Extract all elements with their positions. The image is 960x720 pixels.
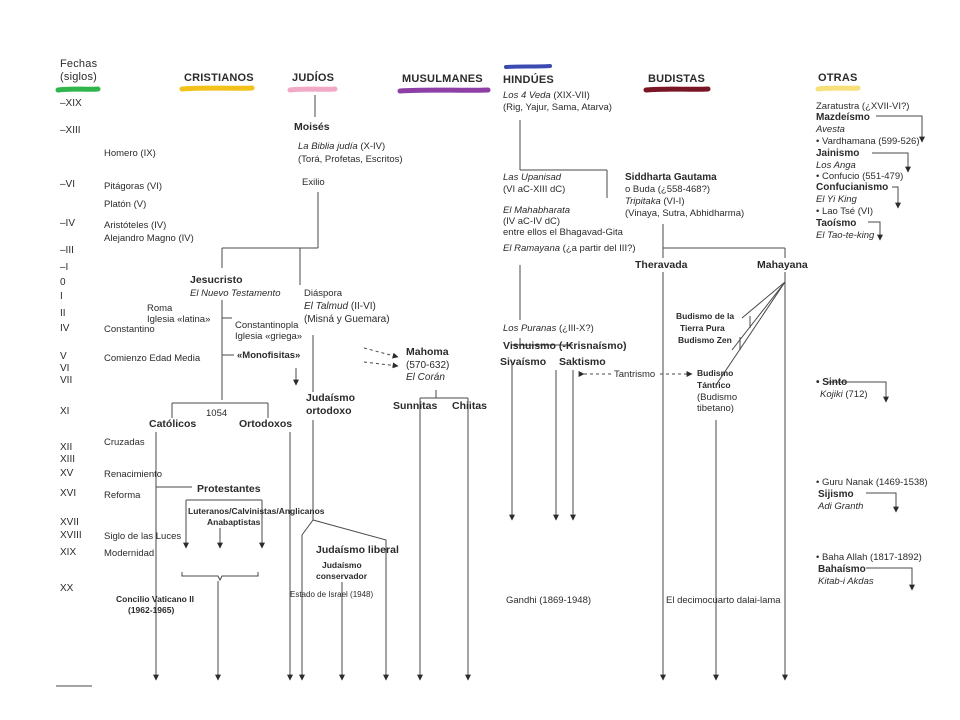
node-jesucristo: Jesucristo <box>190 274 243 286</box>
node-gandhi: Gandhi (1869-1948) <box>506 595 592 606</box>
node-mazdeismo: Mazdeísmo <box>816 112 870 123</box>
node-exilio: Exilio <box>302 177 325 188</box>
node-tao-te-king: El Tao-te-king <box>816 230 875 241</box>
node-liberal: Judaísmo liberal <box>316 544 399 556</box>
node-sijismo: Sijismo <box>818 489 854 500</box>
node-siddharta: Siddharta Gautama <box>625 172 717 183</box>
node-kitab: Kitab-i Akdas <box>818 576 874 587</box>
date-label: XX <box>60 583 74 594</box>
node-confucio: • Confucio (551-479) <box>816 171 904 182</box>
date-label: –XIX <box>60 98 82 109</box>
node-conservador-2: conservador <box>316 571 368 581</box>
date-label: XVI <box>60 488 77 499</box>
ref-constantino: Constantino <box>104 324 155 335</box>
node-tantrico-1: Budismo <box>697 368 734 378</box>
ref-cruzadas: Cruzadas <box>104 437 145 448</box>
date-label: XIII <box>60 454 76 465</box>
header-cristianos: CRISTIANOS <box>184 72 254 84</box>
node-tripitaka-partes: (Vinaya, Sutra, Abhidharma) <box>625 208 745 219</box>
node-vardhamana: • Vardhamana (599-526) <box>816 136 920 147</box>
node-baha-allah: • Baha Allah (1817-1892) <box>816 552 922 563</box>
date-label: VII <box>60 375 73 386</box>
node-upanisad-fecha: (VI aC-XIII dC) <box>503 184 566 195</box>
date-label: VI <box>60 363 70 374</box>
node-moises: Moisés <box>294 121 330 133</box>
ref-alejandro: Alejandro Magno (IV) <box>104 233 194 244</box>
node-conservador-1: Judaísmo <box>322 560 362 570</box>
date-label: II <box>60 308 66 319</box>
ref-platon: Platón (V) <box>104 199 147 210</box>
node-guru-nanak: • Guru Nanak (1469-1538) <box>816 477 928 488</box>
talmud-title: El Talmud <box>304 301 349 312</box>
veda-title: Los 4 Veda <box>503 90 551 101</box>
node-protestantes: Protestantes <box>197 483 261 495</box>
node-zen: Budismo Zen <box>678 335 732 345</box>
node-diaspora: Diáspora <box>304 288 343 299</box>
node-tripitaka <box>625 196 684 207</box>
node-theravada: Theravada <box>635 259 688 271</box>
node-catolicos: Católicos <box>149 418 197 430</box>
node-concilio-fecha: (1962-1965) <box>128 605 175 615</box>
node-veda-partes: (Rig, Yajur, Sama, Atarva) <box>503 102 612 113</box>
veda-date: (XIX-VII) <box>550 90 590 101</box>
node-misna: (Misná y Guemara) <box>304 314 390 325</box>
node-bhagavad: entre ellos el Bhagavad-Gita <box>503 227 623 238</box>
node-talmud <box>304 301 376 312</box>
date-label: I <box>60 291 63 302</box>
ref-edad-media: Comienzo Edad Media <box>104 353 201 364</box>
biblia-date: (X-IV) <box>357 141 386 152</box>
date-label: XII <box>60 442 73 453</box>
node-1054: 1054 <box>206 408 228 419</box>
node-adi-granth: Adi Granth <box>818 501 864 512</box>
node-anabaptistas: Anabaptistas <box>207 517 261 527</box>
node-concilio: Concilio Vaticano II <box>116 594 194 604</box>
node-taoismo: Taoísmo <box>816 218 857 229</box>
puranas-date: (¿III-X?) <box>556 323 594 334</box>
node-mahayana: Mahayana <box>757 259 808 271</box>
node-iglesia-griega: Iglesia «griega» <box>235 331 303 342</box>
node-anga: Los Anga <box>816 160 856 171</box>
node-kojiki <box>820 389 868 400</box>
date-label: XVIII <box>60 530 82 541</box>
node-zaratustra: Zaratustra (¿XVII-VI?) <box>816 101 910 112</box>
node-tantrismo: Tantrismo <box>614 369 656 380</box>
node-luteranos: Luteranos/Calvinistas/Anglicanos <box>188 506 325 516</box>
date-label: XIX <box>60 547 77 558</box>
node-mahoma: Mahoma <box>406 346 449 358</box>
node-ortodoxo-1: Judaísmo <box>306 392 356 404</box>
ref-renacimiento: Renacimiento <box>104 469 163 480</box>
date-label: XV <box>60 468 74 479</box>
node-tierra-pura-2: Tierra Pura <box>680 323 725 333</box>
puranas-title: Los Puranas <box>503 323 557 334</box>
tripitaka-title: Tripitaka <box>625 196 661 207</box>
date-label: IV <box>60 323 70 334</box>
node-biblia <box>298 141 385 152</box>
node-visnuismo: Visnuismo (-Krisnaísmo) <box>503 340 627 352</box>
header-hindues: HINDÚES <box>503 74 554 86</box>
ref-pitagoras: Pitágoras (VI) <box>104 181 163 192</box>
node-sunnitas: Sunnitas <box>393 400 438 412</box>
node-sinto: • Sinto <box>816 377 848 388</box>
node-jainismo: Jainismo <box>816 148 860 159</box>
ref-homero: Homero (IX) <box>104 148 156 159</box>
header-budistas: BUDISTAS <box>648 73 706 85</box>
node-constantinopla: Constantinopla <box>235 320 299 331</box>
biblia-title: La Biblia judía <box>298 141 358 152</box>
date-label: XI <box>60 406 70 417</box>
node-confucianismo: Confucianismo <box>816 182 889 193</box>
date-label: –VI <box>60 179 76 190</box>
node-roma: Roma <box>147 303 173 314</box>
node-tora: (Torá, Profetas, Escritos) <box>298 154 403 165</box>
node-buda: o Buda (¿558-468?) <box>625 184 711 195</box>
node-avesta: Avesta <box>816 124 845 135</box>
kojiki-date: (712) <box>842 389 868 400</box>
node-tibetano-2: tibetano) <box>697 403 734 414</box>
node-monofisitas: «Monofisitas» <box>237 350 301 361</box>
date-label: V <box>60 351 67 362</box>
ramayana-date: (¿a partir del III?) <box>560 243 636 254</box>
node-dalai-lama: El decimocuarto dalai-lama <box>666 595 781 606</box>
header-musulmanes: MUSULMANES <box>402 73 483 85</box>
ref-modernidad: Modernidad <box>104 548 155 559</box>
header-fechas: Fechas (siglos) <box>60 58 98 83</box>
node-upanisad: Las Upanisad <box>503 172 562 183</box>
node-nuevo-testamento: El Nuevo Testamento <box>190 288 281 299</box>
node-ortodoxo-2: ortodoxo <box>306 405 352 417</box>
node-mahabharata-fecha: (IV aC-IV dC) <box>503 216 561 227</box>
node-coran: El Corán <box>406 372 445 383</box>
header-judios: JUDÍOS <box>292 72 335 84</box>
node-yi-king: El Yi King <box>816 194 857 205</box>
ref-reforma: Reforma <box>104 490 141 501</box>
node-ortodoxos: Ortodoxos <box>239 418 293 430</box>
node-mahabharata: El Mahabharata <box>503 205 571 216</box>
date-label: 0 <box>60 277 66 288</box>
node-puranas <box>503 323 594 334</box>
node-tibetano-1: (Budismo <box>697 392 738 403</box>
node-israel: Estado de Israel (1948) <box>290 590 374 599</box>
date-label: –I <box>60 262 69 273</box>
node-mahoma-fecha: (570-632) <box>406 360 450 371</box>
ramayana-title: El Ramayana <box>503 243 561 254</box>
node-saktismo: Saktismo <box>559 356 606 368</box>
node-ramayana <box>503 243 636 254</box>
node-lao-tse: • Lao Tsé (VI) <box>816 206 874 217</box>
node-veda <box>503 90 590 101</box>
ref-aristoteles: Aristóteles (IV) <box>104 220 167 231</box>
date-label: –IV <box>60 218 76 229</box>
node-tierra-pura-1: Budismo de la <box>676 311 735 321</box>
date-label: –XIII <box>60 125 81 136</box>
kojiki-title: Kojiki <box>820 389 843 400</box>
tripitaka-date: (VI-I) <box>660 196 685 207</box>
header-otras: OTRAS <box>818 72 858 84</box>
node-bahaismo: Bahaísmo <box>818 564 866 575</box>
node-tantrico-2: Tántrico <box>697 380 731 390</box>
ref-luces: Siglo de las Luces <box>104 531 182 542</box>
node-chiitas: Chiitas <box>452 400 488 412</box>
node-sivaismo: Sivaísmo <box>500 356 547 368</box>
date-label: XVII <box>60 517 79 528</box>
date-label: –III <box>60 245 74 256</box>
node-iglesia-latina: Iglesia «latina» <box>147 314 211 325</box>
talmud-date: (II-VI) <box>348 301 376 312</box>
